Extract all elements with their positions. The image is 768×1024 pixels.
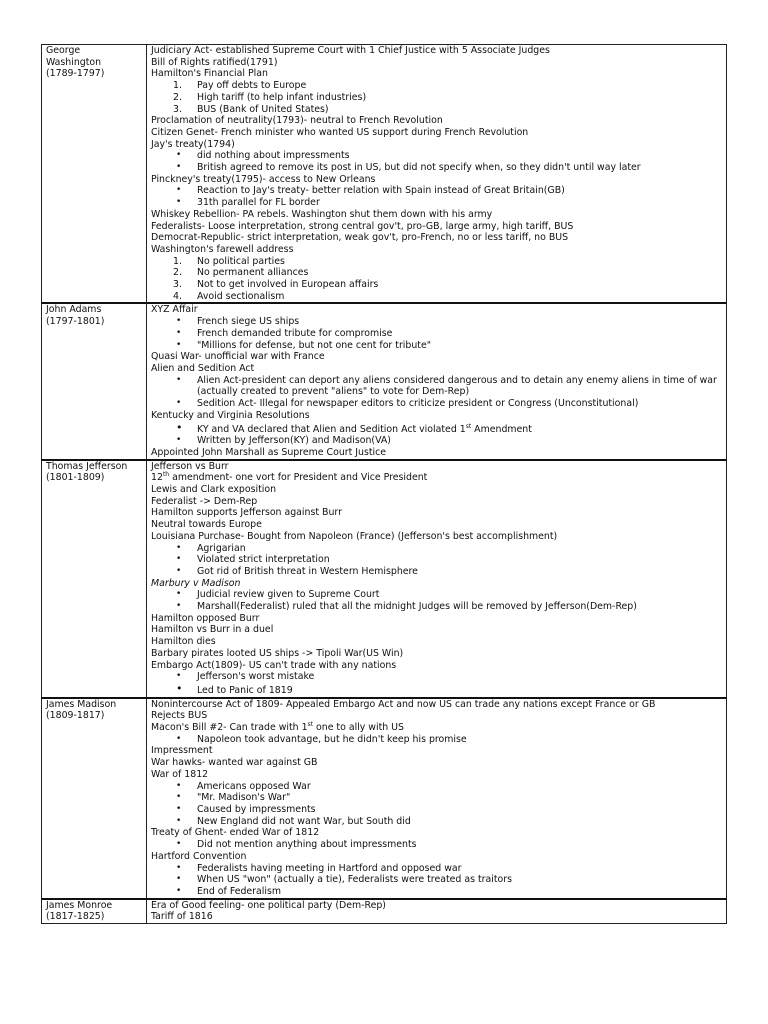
item-text: XYZ Affair — [151, 304, 198, 316]
bullet-item — [151, 839, 726, 851]
bullet-icon: • — [176, 601, 182, 612]
item-text: Federalists having meeting in Hartford and opposed war — [197, 862, 462, 874]
bullet-item — [151, 792, 726, 804]
item-text: Americans opposed War — [197, 780, 311, 792]
president-name-line: (1809-1817) — [46, 710, 105, 722]
item-text: Jefferson vs Burr — [151, 460, 229, 472]
item-text: Reaction to Jay's treaty- better relation with Spain instead of Great Britain(GB) — [197, 185, 565, 197]
item-text: Louisiana Purchase- Bought from Napoleon (France) (Jefferson's best accomplishment) — [151, 530, 558, 542]
item-number: 3. — [173, 103, 182, 115]
item-text: Era of Good feeling- one political party (Dem-Rep) — [151, 899, 386, 911]
item-text: Written by Jefferson(KY) and Madison(VA) — [197, 435, 391, 447]
event-line — [151, 447, 726, 459]
bullet-icon: • — [176, 316, 182, 327]
event-line — [151, 710, 726, 722]
numbered-item — [151, 291, 726, 303]
item-text: No political parties — [197, 255, 285, 267]
item-text: Quasi War- unofficial war with France — [151, 351, 325, 363]
president-row — [42, 899, 727, 924]
president-name-line: James Monroe — [46, 899, 113, 911]
item-text: "Mr. Madison's War" — [197, 792, 291, 804]
item-text: Federalists- Loose interpretation, strong central gov't, pro-GB, large army, high tariff, BUS — [151, 220, 574, 232]
item-text: Sedition Act- Illegal for newspaper editors to criticize president or Congress (Unconstitutional) — [197, 398, 639, 410]
item-text: Marshall(Federalist) ruled that all the midnight Judges will be removed by Jefferson(Dem-Rep) — [197, 601, 637, 613]
bullet-icon: • — [176, 554, 182, 565]
bullet-item — [151, 554, 726, 566]
president-name-line: (1797-1801) — [46, 316, 105, 328]
bullet-item — [151, 197, 726, 209]
bullet-item — [151, 435, 726, 447]
bullet-item — [151, 781, 726, 793]
numbered-item — [151, 104, 726, 116]
bullet-list — [151, 671, 726, 696]
item-text: Alien and Sedition Act — [151, 362, 255, 374]
bullet-item — [151, 150, 726, 162]
event-line — [151, 911, 726, 923]
item-text: Macon's Bill #2- Can trade with 1 — [151, 722, 308, 734]
event-line — [151, 221, 726, 233]
item-text: When US "won" (actually a tie), Federalists were treated as traitors — [197, 874, 512, 886]
bullet-list — [151, 375, 726, 410]
bullet-icon: • — [176, 327, 182, 338]
bullet-list — [151, 589, 726, 612]
event-line — [151, 139, 726, 151]
item-text: Rejects BUS — [151, 710, 208, 722]
bullet-item — [151, 683, 726, 697]
item-text: No permanent alliances — [197, 267, 309, 279]
bullet-icon: • — [176, 780, 182, 791]
event-line — [151, 531, 726, 543]
item-number: 2. — [173, 267, 182, 279]
item-text: Federalist -> Dem-Rep — [151, 495, 258, 507]
item-text: French siege US ships — [197, 316, 300, 328]
event-line — [151, 115, 726, 127]
item-text: Judicial review given to Supreme Court — [197, 589, 380, 601]
item-text: Hartford Convention — [151, 850, 247, 862]
president-cell — [42, 45, 147, 304]
event-line — [151, 648, 726, 660]
item-text: Alien Act-president can deport any aliens considered dangerous and to detain any enemy aliens in time of war (actually created to prevent "aliens" to vote for Dem-Rep) — [197, 374, 717, 398]
bullet-item — [151, 162, 726, 174]
bullet-icon: • — [176, 874, 182, 885]
bullet-icon: • — [176, 565, 182, 576]
bullet-icon: • — [176, 339, 182, 350]
bullet-icon: • — [176, 839, 182, 850]
events-cell — [147, 698, 727, 899]
numbered-list — [151, 256, 726, 303]
event-line — [151, 624, 726, 636]
bullet-icon: • — [176, 671, 182, 682]
president-row — [42, 698, 727, 899]
case-heading — [151, 578, 726, 590]
bullet-item — [151, 185, 726, 197]
item-text: Jay's treaty(1794) — [151, 138, 235, 150]
event-line — [151, 127, 726, 139]
bullet-icon: • — [176, 162, 182, 173]
item-text: Barbary pirates looted US ships -> Tipoli War(US Win) — [151, 647, 404, 659]
item-number: 2. — [173, 91, 182, 103]
event-line — [151, 410, 726, 422]
bullet-list — [151, 734, 726, 746]
bullet-item — [151, 422, 726, 436]
item-number: 1. — [173, 255, 182, 267]
bullet-icon: • — [176, 542, 182, 553]
bullet-list — [151, 316, 726, 351]
bullet-icon: • — [176, 733, 182, 744]
events-cell — [147, 303, 727, 459]
item-text-continued: amendment- one vort for President and Vice President — [169, 472, 428, 484]
item-text: 31th parallel for FL border — [197, 197, 320, 209]
event-line — [151, 757, 726, 769]
bullet-item — [151, 589, 726, 601]
numbered-item — [151, 256, 726, 268]
item-text: Not to get involved in European affairs — [197, 279, 379, 291]
events-cell — [147, 899, 727, 924]
item-text: Jefferson's worst mistake — [197, 671, 315, 683]
president-name-line: James Madison — [46, 698, 117, 710]
item-text: Caused by impressments — [197, 804, 316, 815]
president-name-line: John Adams — [46, 304, 102, 316]
item-number: 1. — [173, 80, 182, 92]
item-text: KY and VA declared that Alien and Sedition Act violated 1 — [197, 423, 466, 435]
item-text-continued: one to ally with US — [313, 722, 404, 734]
bullet-list — [151, 839, 726, 851]
item-text-continued: Amendment — [471, 423, 532, 435]
event-line — [151, 484, 726, 496]
bullet-list — [151, 185, 726, 208]
bullet-icon: • — [176, 815, 182, 826]
bullet-item — [151, 328, 726, 340]
item-text: BUS (Bank of United States) — [197, 103, 329, 115]
numbered-item — [151, 80, 726, 92]
bullet-item — [151, 804, 726, 816]
bullet-icon: • — [176, 792, 182, 803]
president-cell — [42, 303, 147, 459]
item-text: Got rid of British threat in Western Hemisphere — [197, 565, 418, 577]
event-line — [151, 827, 726, 839]
event-line — [151, 699, 726, 711]
event-line — [151, 769, 726, 781]
bullet-icon: • — [176, 197, 182, 208]
item-text: Judiciary Act- established Supreme Court with 1 Chief Justice with 5 Associate Judges — [151, 45, 550, 56]
item-text: Pay off debts to Europe — [197, 80, 307, 92]
president-name-line: (1801-1809) — [46, 472, 105, 484]
bullet-icon: • — [176, 435, 182, 446]
item-text: Hamilton's Financial Plan — [151, 68, 268, 80]
item-text: "Millions for defense, but not one cent for tribute" — [197, 339, 432, 351]
item-text: Marbury v Madison — [151, 577, 241, 589]
event-line — [151, 900, 726, 912]
bullet-item — [151, 816, 726, 828]
bullet-icon: • — [176, 862, 182, 873]
president-row — [42, 303, 727, 459]
event-line — [151, 68, 726, 80]
events-cell — [147, 460, 727, 698]
event-line — [151, 363, 726, 375]
numbered-list — [151, 80, 726, 115]
item-text: Led to Panic of 1819 — [197, 684, 293, 696]
item-text: Hamilton vs Burr in a duel — [151, 624, 274, 636]
president-cell — [42, 698, 147, 899]
item-text: Tariff of 1816 — [151, 911, 213, 923]
event-line — [151, 209, 726, 221]
president-cell — [42, 899, 147, 924]
bullet-item — [151, 543, 726, 555]
item-text: Proclamation of neutrality(1793)- neutral to French Revolution — [151, 115, 443, 127]
event-line — [151, 613, 726, 625]
item-text: War of 1812 — [151, 768, 209, 780]
item-text: Pinckney's treaty(1795)- access to New Orleans — [151, 173, 376, 185]
event-line — [151, 304, 726, 316]
numbered-item — [151, 92, 726, 104]
bullet-item — [151, 566, 726, 578]
item-text: Lewis and Clark exposition — [151, 484, 277, 496]
president-name-line: Washington — [46, 56, 102, 68]
event-line — [151, 232, 726, 244]
item-text: New England did not want War, but South did — [197, 815, 411, 827]
item-text: Napoleon took advantage, but he didn't keep his promise — [197, 733, 467, 745]
bullet-list — [151, 863, 726, 898]
item-text: Nonintercourse Act of 1809- Appealed Embargo Act and now US can trade any nations except France or GB — [151, 698, 656, 710]
bullet-icon: • — [176, 681, 183, 695]
event-line — [151, 461, 726, 473]
item-text: War hawks- wanted war against GB — [151, 757, 318, 769]
president-cell — [42, 460, 147, 698]
item-text: French demanded tribute for compromise — [197, 327, 393, 339]
item-text: Neutral towards Europe — [151, 519, 262, 531]
item-text: Bill of Rights ratified(1791) — [151, 56, 278, 68]
item-number: 4. — [173, 290, 182, 302]
event-line — [151, 472, 726, 484]
item-text: Violated strict interpretation — [197, 554, 330, 566]
item-text: Treaty of Ghent- ended War of 1812 — [151, 827, 320, 839]
bullet-icon: • — [176, 374, 182, 385]
item-text: Agrigarian — [197, 542, 246, 554]
item-text: Hamilton supports Jefferson against Burr — [151, 507, 342, 519]
bullet-icon: • — [176, 885, 182, 896]
president-name-line: George — [46, 45, 81, 56]
event-line — [151, 174, 726, 186]
bullet-icon: • — [176, 185, 182, 196]
item-text: Avoid sectionalism — [197, 290, 285, 302]
bullet-list — [151, 422, 726, 447]
president-name-line: Thomas Jefferson — [46, 460, 128, 472]
numbered-item — [151, 279, 726, 291]
bullet-item — [151, 375, 726, 398]
events-cell — [147, 45, 727, 304]
bullet-item — [151, 671, 726, 683]
item-text: Hamilton opposed Burr — [151, 612, 260, 624]
bullet-item — [151, 601, 726, 613]
bullet-icon: • — [176, 589, 182, 600]
item-text: Hamilton dies — [151, 636, 216, 648]
presidents-notes-table — [41, 44, 727, 924]
item-text: Impressment — [151, 745, 213, 757]
bullet-item — [151, 863, 726, 875]
bullet-icon: • — [176, 804, 182, 814]
bullet-item — [151, 398, 726, 410]
ordinal-suffix: st — [307, 720, 314, 728]
item-text: Democrat-Republic- strict interpretation, weak gov't, pro-French, no or less tariff, no BUS — [151, 232, 569, 244]
event-line — [151, 351, 726, 363]
item-text: 12 — [151, 472, 163, 484]
bullet-item — [151, 316, 726, 328]
event-line — [151, 496, 726, 508]
event-line — [151, 244, 726, 256]
item-text: Citizen Genet- French minister who wanted US support during French Revolution — [151, 126, 529, 138]
ordinal-suffix: st — [465, 422, 472, 430]
event-line — [151, 519, 726, 531]
bullet-list — [151, 150, 726, 173]
item-text: High tariff (to help infant industries) — [197, 91, 367, 103]
event-line — [151, 636, 726, 648]
item-text: Kentucky and Virginia Resolutions — [151, 409, 310, 421]
event-line — [151, 660, 726, 672]
bullet-item — [151, 886, 726, 898]
bullet-icon: • — [176, 398, 182, 409]
president-name-line: (1817-1825) — [46, 911, 105, 923]
item-text: End of Federalism — [197, 885, 282, 897]
bullet-item — [151, 874, 726, 886]
event-line — [151, 57, 726, 69]
item-number: 3. — [173, 279, 182, 291]
event-line — [151, 851, 726, 863]
numbered-item — [151, 267, 726, 279]
bullet-icon: • — [176, 150, 182, 161]
item-text: Whiskey Rebellion- PA rebels. Washington shut them down with his army — [151, 208, 493, 220]
event-line — [151, 507, 726, 519]
bullet-list — [151, 543, 726, 578]
bullet-icon: • — [176, 420, 183, 434]
bullet-item — [151, 734, 726, 746]
bullet-list — [151, 781, 726, 828]
item-text: British agreed to remove its post in US, but did not specify when, so they didn't until way later — [197, 162, 641, 174]
item-text: did nothing about impressments — [197, 150, 350, 162]
item-text: Washington's farewell address — [151, 243, 294, 255]
ordinal-suffix: th — [162, 471, 170, 479]
president-row — [42, 460, 727, 698]
event-line — [151, 722, 726, 734]
event-line — [151, 745, 726, 757]
event-line — [151, 45, 726, 57]
item-text: Appointed John Marshall as Supreme Court Justice — [151, 446, 387, 458]
president-row — [42, 45, 727, 304]
president-name-line: (1789-1797) — [46, 68, 105, 80]
bullet-item — [151, 340, 726, 352]
item-text: Did not mention anything about impressments — [197, 839, 417, 851]
item-text: Embargo Act(1809)- US can't trade with any nations — [151, 659, 397, 671]
